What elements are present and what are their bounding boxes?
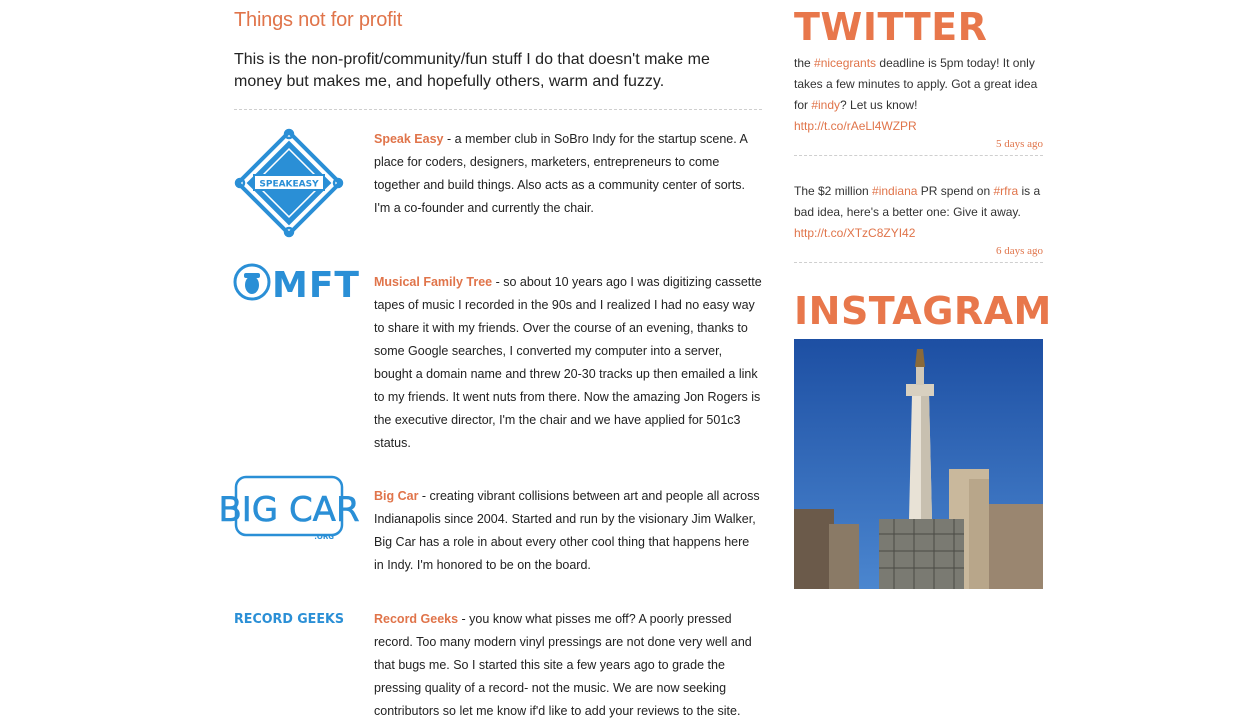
project-link-record-geeks[interactable]: Record Geeks bbox=[374, 612, 459, 626]
speakeasy-logo-text: SPEAKEASY bbox=[259, 179, 319, 190]
main-content bbox=[218, 0, 762, 723]
tweet: The $2 million #indiana PR spend on #rfra is a bad idea, here's a better one: Give it away. http://t.co/XTzC8ZYI42 bbox=[794, 184, 1041, 240]
hashtag-link[interactable]: #rfra bbox=[993, 184, 1019, 198]
recordgeeks-logo-text: RECORD GEEKS bbox=[234, 611, 344, 627]
monument-photo-icon bbox=[794, 339, 1043, 589]
project-speak-easy bbox=[234, 128, 762, 220]
project-description: - creating vibrant collisions between art and people all across Indianapolis since 2004. Started and run by the visionary Jim Walker, Big Car has a role in about every other cool thing that happens here in Indy. I'm honored to be on the board. bbox=[374, 489, 760, 572]
tweet-url-link[interactable]: http://t.co/XTzC8ZYI42 bbox=[794, 226, 916, 240]
intro-text: This is the non-profit/community/fun stuff I do that doesn't make me money but makes me, and hopefully others, warm and fuzzy. bbox=[234, 51, 710, 90]
twitter-heading: TWITTER bbox=[794, 5, 988, 49]
project-big-car bbox=[218, 485, 762, 577]
project-link-big-car[interactable]: Big Car bbox=[374, 489, 419, 503]
tweet-url-link[interactable]: http://t.co/rAeLl4WZPR bbox=[794, 119, 917, 133]
divider bbox=[234, 109, 762, 110]
hashtag-link[interactable]: #indiana bbox=[872, 184, 918, 198]
project-description: - so about 10 years ago I was digitizing cassette tapes of music I recorded in the 90s and I realized I had no easy way to share it with my friends. Over the course of an evening, thanks to some Google searches, I converted my computer into a server, bought a domain name and threw 20-30 tracks up then emailed a link to my friends. It went nuts from there. Now the amazing Jon Rogers is the executive director, I'm the chair and we have applied for 501c3 status. bbox=[374, 275, 762, 450]
project-link-musical-family-tree[interactable]: Musical Family Tree bbox=[374, 275, 493, 289]
tweet-timestamp[interactable]: 6 days ago bbox=[995, 245, 1043, 257]
mft-logo-text: MFT bbox=[272, 265, 360, 306]
project-link-speak-easy[interactable]: Speak Easy bbox=[374, 132, 444, 146]
bigcar-logo-sub: .ORG bbox=[314, 533, 334, 541]
instagram-photo[interactable] bbox=[794, 339, 1043, 589]
project-record-geeks bbox=[234, 608, 762, 723]
bigcar-logo-text: BIG CAR bbox=[218, 490, 360, 530]
project-musical-family-tree bbox=[234, 265, 762, 455]
hashtag-link[interactable]: #nicegrants bbox=[814, 56, 877, 70]
tweet-divider bbox=[794, 155, 1043, 156]
project-description: - a member club in SoBro Indy for the startup scene. A place for coders, designers, marketers, entrepreneurs to come together and build things. Also acts as a community center of sorts. I'm a co-founder and currently the chair. bbox=[374, 132, 748, 215]
hashtag-link[interactable]: #indy bbox=[811, 98, 841, 112]
page-title: Things not for profit bbox=[234, 9, 403, 31]
tweet-timestamp[interactable]: 5 days ago bbox=[995, 138, 1043, 150]
sidebar bbox=[794, 0, 1052, 589]
recordgeeks-logo[interactable] bbox=[234, 609, 346, 632]
instagram-heading: INSTAGRAM bbox=[794, 289, 1052, 333]
tweet: the #nicegrants deadline is 5pm today! It only takes a few minutes to apply. Got a great idea for #indy? Let us know! http://t.co/rAeLl4WZPR bbox=[794, 56, 1038, 133]
mft-logo[interactable] bbox=[234, 260, 360, 309]
speakeasy-logo[interactable] bbox=[234, 128, 344, 243]
project-description: - you know what pisses me off? A poorly pressed record. Too many modern vinyl pressings are not done very well and that bugs me. So I started this site a few years ago to grade the pressing quality of a record- not the music. We are now seeking contributors so let me know if'd like to add your reviews to the site. bbox=[374, 612, 752, 718]
bigcar-logo[interactable] bbox=[218, 475, 360, 546]
tweet-divider bbox=[794, 262, 1043, 263]
